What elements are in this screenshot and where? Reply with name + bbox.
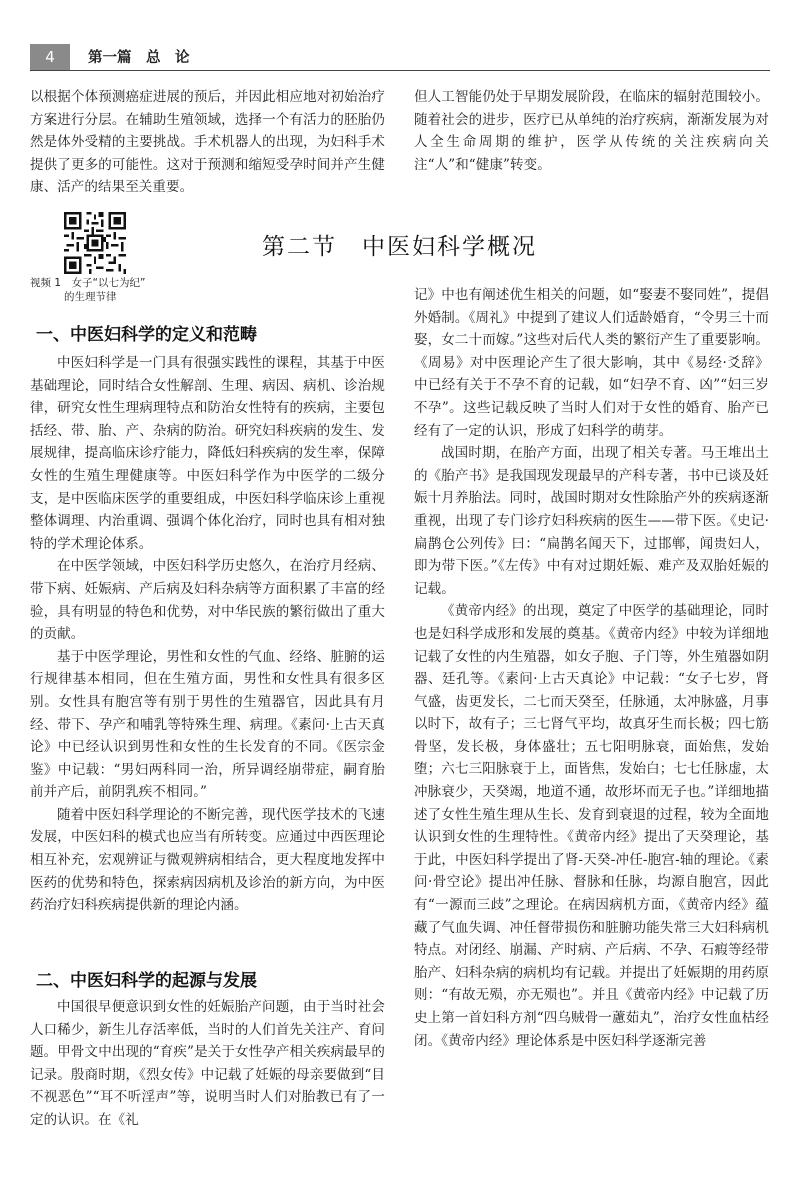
left-column-part2 [30, 996, 385, 1132]
right-column [414, 284, 769, 1052]
paragraph: 基于中医学理论，男性和女性的气血、经络、脏腑的运行规律基本相同，但在生殖方面，男性和女性具有很多区别。女性具有胞宫等有别于男性的生殖器官，因此具有月经、带下、孕产和哺乳等特殊生理、病理。《素问·上古天真论》中已经认识到男性和女性的生长发育的不同。《医宗金鉴》中记载：“男妇两科同一治，所异调经崩带症，嗣育胎前并产后，前阴乳疾不相同。” [30, 648, 385, 801]
heading-origin: 二、中医妇科学的起源与发展 [36, 971, 257, 991]
top-left-paragraph: 以根据个体预测癌症进展的预后，并因此相应地对初始治疗方案进行分层。在辅助生殖领域，选择一个有活力的胚胎仍然是体外受精的主要挑战。手术机器人的出现，为妇科手术提供了更多的可能性。这对于预测和缩短受孕时间并产生健康、活产的结果至关重要。 [30, 89, 385, 196]
paragraph: 随着中医妇科学理论的不断完善，现代医学技术的飞速发展，中医妇科的模式也应当有所转变。应通过中西医理论相互补充，宏观辨证与微观辨病相结合，更大程度地发挥中医药的优势和特色，探索病因病机及诊治的新方向，为中医药治疗妇科疾病提供新的理论内涵。 [30, 806, 385, 914]
header-rule [30, 70, 770, 71]
paragraph: 记》中也有阐述优生相关的问题，如“娶妻不娶同姓”，提倡外婚制。《周礼》中提到了建议人们适龄婚育，“令男三十而娶，女二十而嫁。”这些对后代人类的繁衍产生了重要影响。《周易》对中医理论产生了很大影响，其中《易经·爻辞》中已经有关于不孕不育的记载，如“妇孕不育、凶”“妇三岁不孕”。这些记载反映了当时人们对于女性的婚育、胎产已经有了一定的认识，形成了妇科学的萌芽。 [414, 287, 769, 439]
paragraph: 中国很早便意识到女性的妊娠胎产问题，由于当时社会人口稀少，新生儿存活率低，当时的人们首先关注产、育问题。甲骨文中出现的“育疾”是关于女性孕产相关疾病最早的记录。殷商时期，《烈女传》中记载了妊娠的母亲要做到“目不视恶色”“耳不听淫声”等，说明当时人们对胎教已有了一定的认识。在《礼 [30, 999, 385, 1128]
paragraph: 《黄帝内经》的出现，奠定了中医学的基础理论，同时也是妇科学成形和发展的奠基。《黄帝内经》中较为详细地记载了女性的内生殖器，如女子胞、子门等，外生殖器如阴器、廷孔等。《素问·上古天真论》中记载：“女子七岁，肾气盛，齿更发长，二七而天癸至，任脉通，太冲脉盛，月事以时下，故有子；三七肾气平均，故真牙生而长极；四七筋骨坚，发长极，身体盛壮；五七阳明脉衰，面始焦，发始堕；六七三阳脉衰于上，面皆焦，发始白；七七任脉虚，太冲脉衰少，天癸竭，地道不通，故形坏而无子也。”详细地描述了女性生殖生理从生长、发育到衰退的过程，较为全面地认识到女性的生理特性。《黄帝内经》提出了天癸理论，基于此，中医妇科学提出了肾-天癸-冲任-胞宫-轴的理论。《素问·骨空论》提出冲任脉、督脉和任脉，均源自胞宫，因此有“一源而三歧”之理论。在病因病机方面，《黄帝内经》蕴藏了气血失调、冲任督带损伤和脏腑功能失常三大妇科病机特点。对闭经、崩漏、产时病、产后病、不孕、石瘕等经带胎产、妇科杂病的病机均有记载。并提出了妊娠期的用药原则：“有故无殒，亦无殒也”。并且《黄帝内经》中记载了历史上第一首妇科方剂“四乌贼骨一藘茹丸”，治疗女性血枯经闭。《黄帝内经》理论体系是中医妇科学逐渐完善 [414, 603, 769, 1049]
left-column-part1 [30, 352, 385, 917]
video-caption [30, 276, 180, 304]
paragraph: 中医妇科学是一门具有很强实践性的课程，其基于中医基础理论，同时结合女性解剖、生理、病因、病机、诊治规律，研究女性生理病理特点和防治女性特有的疾病，主要包括经、带、胎、产、杂病的防治。研究妇科疾病的发生、发展规律，提高临床诊疗能力，降低妇科疾病的发生率，保障女性的生殖生理健康等。中医妇科学作为中医学的二级分支，是中医临床医学的重要组成，中医妇科学临床诊上重视整体调理、内治重调、强调个体化治疗，同时也具有相对独特的学术理论体系。 [30, 355, 385, 552]
video-caption-line2: 的生理节律 [64, 291, 117, 303]
top-right-column [414, 86, 769, 176]
part-title: 第一篇 总 论 [88, 50, 190, 66]
top-right-paragraph: 但人工智能仍处于早期发展阶段，在临床的辐射范围较小。随着社会的进步，医疗已从单纯的治疗疾病，渐渐发展为对人全生命周期的维护，医学从传统的关注疾病向关注“人”和“健康”转变。 [414, 89, 769, 173]
top-left-column [30, 86, 385, 199]
paragraph: 战国时期，在胎产方面，出现了相关专著。马王堆出土的《胎产书》是我国现发现最早的产科专著，书中已谈及妊娠十月养胎法。同时，战国时期对女性除胎产外的疾病逐渐重视，出现了专门诊疗妇科疾病的医生——带下医。《史记·扁鹊仓公列传》曰：“扁鹊名闻天下，过邯郸，闻贵妇人，即为带下医。”《左传》中有对过期妊娠、难产及双胎妊娠的记载。 [414, 445, 769, 597]
video-caption-line1: 视频 1 女子“以七为纪” [30, 277, 146, 289]
page-number-box: 4 [30, 44, 70, 70]
qr-code-icon[interactable] [64, 212, 126, 274]
section-title: 第二节 中医妇科学概况 [262, 234, 537, 260]
paragraph: 在中医学领域，中医妇科学历史悠久，在治疗月经病、带下病、妊娠病、产后病及妇科杂病等方面积累了丰富的经验，具有明显的特色和优势，对中华民族的繁衍做出了重大的贡献。 [30, 558, 385, 643]
heading-definition: 一、中医妇科学的定义和范畴 [36, 325, 257, 345]
